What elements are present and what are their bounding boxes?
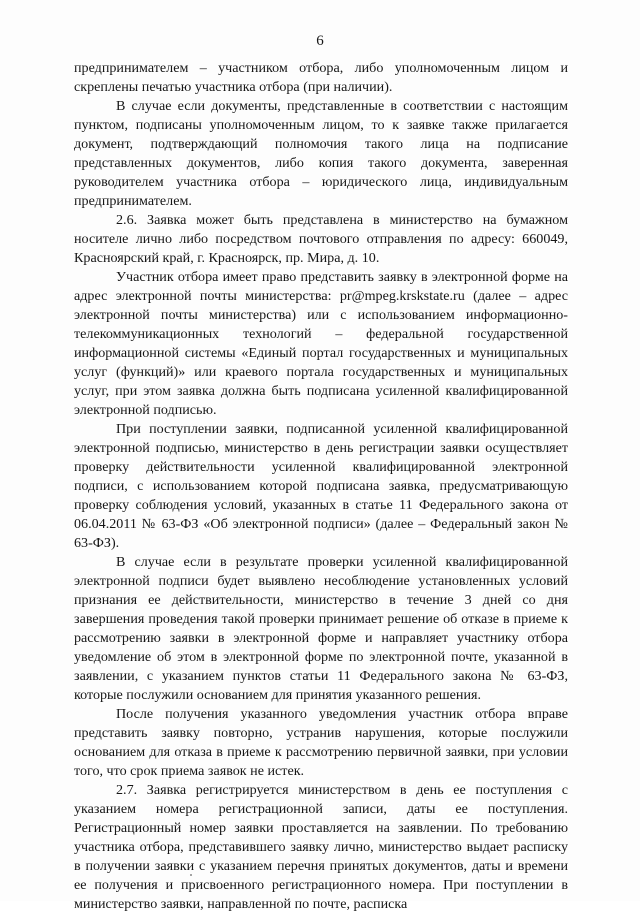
page-number: 6 <box>316 33 324 49</box>
paragraph-2-6-submission: 2.6. Заявка может быть представлена в министерство на бумажном носителе лично либо посредством почтового отправления по адресу: 660049, Красноярский край, г. Красноярск, пр. Мира, д. 10. <box>74 212 568 266</box>
paragraph-authorized-person: В случае если документы, представленные в соответствии с настоящим пунктом, подписаны уполномоченным лицом, то к заявке также прилагается документ, подтверждающий полномочия такого лица на подписание представленных документов, либо копия такого документа, заверенная руководителем участника отбора – юридического лица, индивидуальным предпринимателем. <box>74 98 568 209</box>
paragraph-2-7-registration: 2.7. Заявка регистрируется министерством в день ее поступления с указанием номера регистрационной записи, даты ее поступления. Регистрационный номер заявки проставляется на заявлении. По требованию участника отбора, представившего заявку лично, министерство выдает расписку в получении заявки с указанием перечня принятых документов, даты и времени ее получения и присвоенного регистрационного номера. При поступлении в министерство заявки, направленной по почте, расписка <box>74 782 568 912</box>
paragraph-resubmission: После получения указанного уведомления участник отбора вправе представить заявку повторно, устранив нарушения, которые послужили основанием для отказа в приеме к рассмотрению первичной заявки, при условии того, что срок приема заявок не истек. <box>74 706 568 779</box>
paragraph-continuation: предпринимателем – участником отбора, либо уполномоченным лицом и скреплены печатью участника отбора (при наличии). <box>74 60 568 95</box>
paragraph-signature-check: При поступлении заявки, подписанной усиленной квалифицированной электронной подписью, министерство в день регистрации заявки осуществляет проверку действительности усиленной квалифицированной электронной подписи, с использованием которой подписана заявка, предусматривающую проверку соблюдения условий, указанных в статье 11 Федерального закона от 06.04.2011 № 63-ФЗ «Об электронной подписи» (далее – Федеральный закон № 63-ФЗ). <box>74 421 568 551</box>
paragraph-signature-invalid: В случае если в результате проверки усиленной квалифицированной электронной подписи будет выявлено несоблюдение установленных условий признания ее действительности, министерство в течение 3 дней со дня завершения проведения такой проверки принимает решение об отказе в приеме к рассмотрению заявки в электронной форме и направляет участнику отбора уведомление об этом в электронной форме по электронной почте, указанной в заявлении, с указанием пунктов статьи 11 Федерального закона № 63-ФЗ, которые послужили основанием для принятия указанного решения. <box>74 554 568 703</box>
scan-speck <box>190 874 192 876</box>
paragraph-electronic-submission: Участник отбора имеет право представить заявку в электронной форме на адрес электронной почты министерства: pr@mpeg.krskstate.ru (далее – адрес электронной почты министерства) или с использованием информационно-телекоммуникационных технологий – федеральной государственной информационной системы «Единый портал государственных и муниципальных услуг (функций)» или краевого портала государственных и муниципальных услуг, при этом заявка должна быть подписана усиленной квалифицированной электронной подписью. <box>74 269 568 418</box>
document-body <box>74 59 568 914</box>
